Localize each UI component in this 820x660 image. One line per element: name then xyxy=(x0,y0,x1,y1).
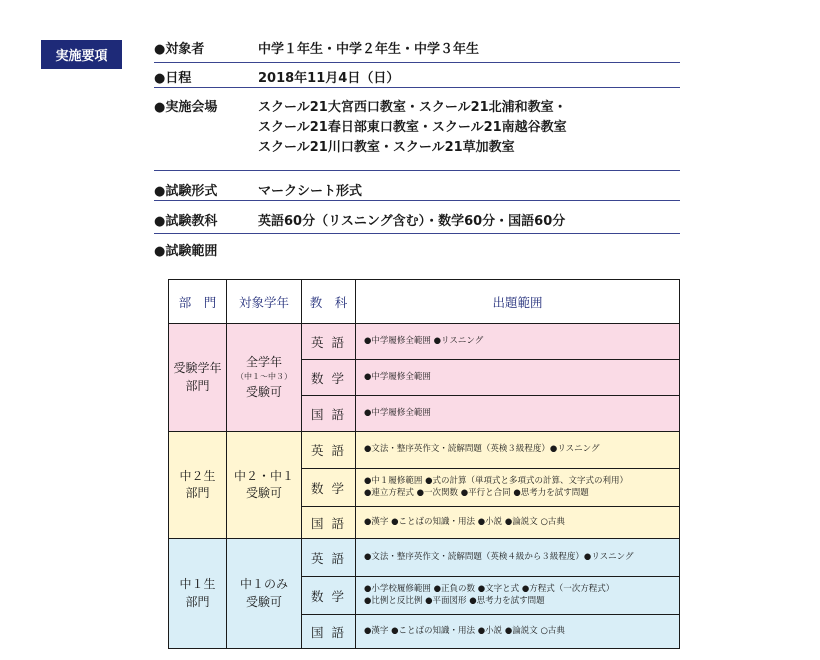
range-cell: ●文法・整序英作文・読解問題（英検３級程度）●リスニング xyxy=(356,432,680,469)
info-row-subjects xyxy=(154,201,680,234)
info-row-venue xyxy=(154,88,680,171)
table-row xyxy=(169,539,680,577)
table-row xyxy=(169,432,680,469)
division-line: 部門 xyxy=(185,378,210,393)
range-cell: ●中学履修全範囲 xyxy=(356,396,680,432)
info-label: ●試験範囲 xyxy=(154,244,218,259)
table-header-row xyxy=(169,280,680,324)
grade-line: 中２・中１ xyxy=(233,468,294,483)
info-list xyxy=(154,38,680,258)
range-line: ●小学校履修範囲 ●正負の数 ●文字と式 ●方程式（一次方程式） xyxy=(364,584,615,595)
subject-cell: 数 学 xyxy=(302,360,356,396)
info-value xyxy=(258,240,680,258)
info-row-date xyxy=(154,63,680,88)
header-grade: 対象学年 xyxy=(227,280,302,324)
range-cell: ●中学履修全範囲 ●リスニング xyxy=(356,324,680,360)
range-cell xyxy=(356,577,680,615)
info-label: ●日程 xyxy=(154,71,192,86)
grade-line: 中１のみ xyxy=(239,577,288,592)
division-cell xyxy=(169,539,227,649)
division-line: 中１生 xyxy=(179,577,216,592)
info-label: ●試験教科 xyxy=(154,214,218,229)
range-cell: ●漢字 ●ことばの知識・用法 ●小説 ●論説文 ○古典 xyxy=(356,507,680,539)
grade-line: 受験可 xyxy=(245,594,282,609)
division-cell xyxy=(169,324,227,432)
range-cell: ●中学履修全範囲 xyxy=(356,360,680,396)
subject-cell: 英 語 xyxy=(302,324,356,360)
header-division: 部 門 xyxy=(169,280,227,324)
subject-cell: 数 学 xyxy=(302,469,356,507)
info-row-scope xyxy=(154,234,680,258)
subject-cell: 英 語 xyxy=(302,432,356,469)
exam-scope-table xyxy=(168,279,680,649)
header-range: 出題範囲 xyxy=(356,280,680,324)
info-value: 中学１年生・中学２年生・中学３年生 xyxy=(258,42,480,57)
subject-cell: 英 語 xyxy=(302,539,356,577)
info-label: ●対象者 xyxy=(154,42,205,57)
range-line: ●中１履修範囲 ●式の計算（単項式と多項式の計算、文字式の利用） xyxy=(364,476,629,487)
grade-note: （中１〜中３） xyxy=(236,372,292,382)
grade-line: 受験可 xyxy=(245,486,282,500)
subject-cell: 国 語 xyxy=(302,615,356,649)
division-cell xyxy=(169,432,227,539)
subject-cell: 数 学 xyxy=(302,577,356,615)
info-row-format xyxy=(154,171,680,201)
grade-line: 全学年 xyxy=(245,354,282,369)
info-value: 2018年11月4日（日） xyxy=(258,71,400,86)
range-cell: ●文法・整序英作文・読解問題（英検４級から３級程度）●リスニング xyxy=(356,539,680,577)
range-cell: ●漢字 ●ことばの知識・用法 ●小説 ●論説文 ○古典 xyxy=(356,615,680,649)
division-line: 中２生 xyxy=(179,468,216,483)
info-value xyxy=(258,98,680,170)
venue-line: スクール21川口教室・スクール21草加教室 xyxy=(258,140,515,155)
venue-line: スクール21春日部東口教室・スクール21南越谷教室 xyxy=(258,120,567,135)
grade-cell xyxy=(227,324,302,432)
grade-cell xyxy=(227,432,302,539)
division-line: 部門 xyxy=(185,594,210,609)
range-line: ●比例と反比例 ●平面図形 ●思考力を試す問題 xyxy=(364,595,545,606)
info-value: マークシート形式 xyxy=(258,184,363,199)
info-value: 英語60分（リスニング含む）・数学60分・国語60分 xyxy=(258,214,566,229)
info-label: ●試験形式 xyxy=(154,184,218,199)
division-line: 受験学年 xyxy=(173,361,222,376)
venue-line: スクール21大宮西口教室・スクール21北浦和教室・ xyxy=(258,100,567,115)
section-badge: 実施要項 xyxy=(41,40,122,69)
range-line: ●連立方程式 ●一次関数 ●平行と合同 ●思考力を試す問題 xyxy=(364,487,589,498)
table-row xyxy=(169,324,680,360)
subject-cell: 国 語 xyxy=(302,507,356,539)
range-cell xyxy=(356,469,680,507)
info-row-target xyxy=(154,38,680,63)
grade-line: 受験可 xyxy=(245,384,282,399)
info-label: ●実施会場 xyxy=(154,100,218,115)
grade-cell xyxy=(227,539,302,649)
header-subject: 教 科 xyxy=(302,280,356,324)
division-line: 部門 xyxy=(185,486,210,500)
subject-cell: 国 語 xyxy=(302,396,356,432)
